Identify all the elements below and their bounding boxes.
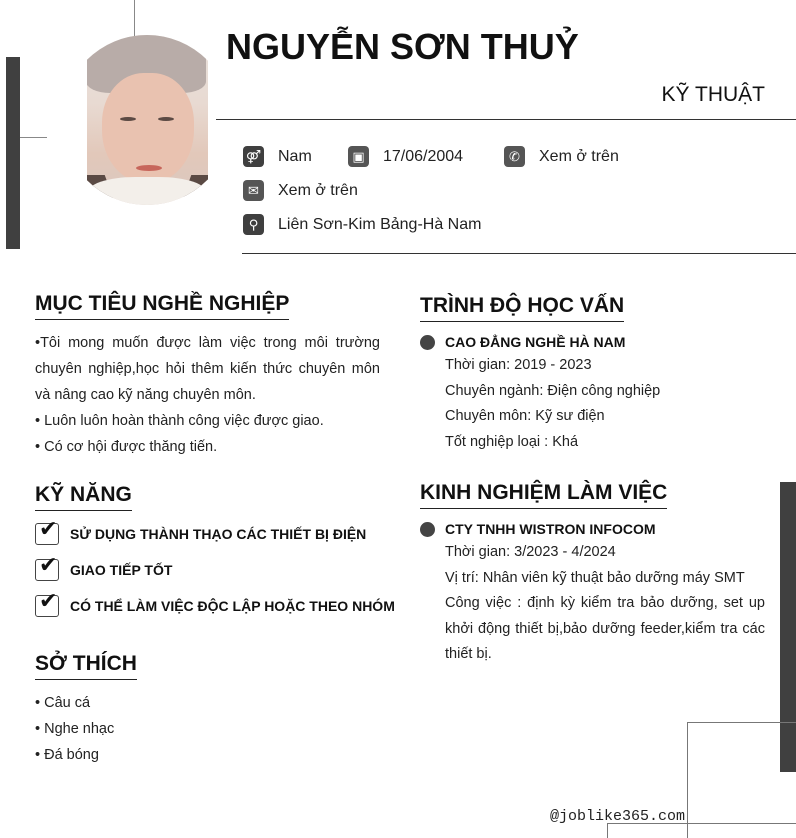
- section-title-objective: MỤC TIÊU NGHỀ NGHIỆP: [35, 292, 289, 320]
- decorative-line-top: [134, 0, 135, 36]
- avatar: [62, 35, 232, 205]
- email-icon: ✉: [243, 180, 264, 201]
- objective-item: •Tôi mong muốn được làm việc trong môi trường chuyên nghiệp,học hỏi thêm kiến thức chuyên môn và nâng cao kỹ năng chuyên môn.: [35, 335, 380, 403]
- calendar-icon: ▣: [348, 146, 369, 167]
- hobbies-list: [35, 690, 335, 768]
- decorative-line-left: [20, 137, 47, 138]
- contact-birthday: [348, 146, 463, 167]
- location-icon: ⚲: [243, 214, 264, 235]
- timeline-dot-icon: [420, 335, 435, 350]
- skill-label: GIAO TIẾP TỐT: [70, 562, 173, 578]
- phone-icon: ✆: [504, 146, 525, 167]
- objective-item: • Luôn luôn hoàn thành công việc được giao.: [35, 413, 324, 429]
- section-title-education: TRÌNH ĐỘ HỌC VẤN: [420, 294, 624, 322]
- hobby-item: • Đá bóng: [35, 747, 99, 763]
- education-major: Chuyên ngành: Điện công nghiệp: [445, 382, 661, 399]
- email-value: Xem ở trên: [278, 181, 358, 199]
- experience-duties: Công việc : định kỳ kiểm tra bảo dưỡng, set up khởi động thiết bị,bảo dưỡng feeder,kiểm tra các thiết bị.: [445, 595, 765, 663]
- checkbox-icon: ✔: [35, 523, 59, 545]
- decorative-frame-bottom: [607, 823, 796, 838]
- education-specialty: Chuyên môn: Kỹ sư điện: [445, 408, 605, 425]
- contact-address: [243, 214, 481, 235]
- contact-phone: [504, 146, 619, 167]
- education-grade: Tốt nghiệp loại : Khá: [445, 433, 579, 450]
- job-position: KỸ THUẬT: [661, 83, 765, 106]
- company-name: CTY TNHH WISTRON INFOCOM: [445, 521, 656, 537]
- contact-gender: [243, 146, 312, 167]
- section-title-skills: KỸ NĂNG: [35, 483, 132, 511]
- gender-value: Nam: [278, 147, 312, 165]
- skill-item: [35, 552, 173, 581]
- address-value: Liên Sơn-Kim Bảng-Hà Nam: [278, 215, 482, 233]
- header-divider: [216, 119, 796, 120]
- section-title-hobbies: SỞ THÍCH: [35, 652, 137, 680]
- decorative-bar-left: [6, 57, 20, 249]
- hobby-item: • Câu cá: [35, 695, 91, 711]
- experience-entry: [445, 518, 765, 668]
- experience-time: Thời gian: 3/2023 - 4/2024: [445, 544, 616, 560]
- experience-role: Vị trí: Nhân viên kỹ thuật bảo dưỡng máy SMT: [445, 569, 745, 586]
- decorative-frame-bottom-right: [687, 722, 796, 838]
- checkbox-icon: ✔: [35, 595, 59, 617]
- checkbox-icon: ✔: [35, 559, 59, 581]
- section-title-experience: KINH NGHIỆM LÀM VIỆC: [420, 481, 667, 509]
- timeline-dot-icon: [420, 522, 435, 537]
- contact-divider: [242, 253, 796, 254]
- education-time: Thời gian: 2019 - 2023: [445, 357, 592, 373]
- skill-label: CÓ THỂ LÀM VIỆC ĐỘC LẬP HOẶC THEO NHÓM: [70, 598, 395, 614]
- education-entry: [445, 331, 765, 455]
- skill-item: [35, 588, 395, 617]
- objective-item: • Có cơ hội được thăng tiến.: [35, 439, 218, 455]
- contact-email: [243, 180, 358, 201]
- watermark: @joblike365.com: [550, 808, 686, 825]
- objective-text: [35, 330, 380, 460]
- phone-value: Xem ở trên: [539, 147, 619, 165]
- hobby-item: • Nghe nhạc: [35, 721, 115, 737]
- school-name: CAO ĐẲNG NGHỀ HÀ NAM: [445, 334, 626, 350]
- skill-label: SỬ DỤNG THÀNH THẠO CÁC THIẾT BỊ ĐIỆN: [70, 526, 367, 542]
- gender-icon: ⚤: [243, 146, 264, 167]
- birthday-value: 17/06/2004: [383, 147, 464, 165]
- skill-item: [35, 516, 367, 545]
- candidate-name: NGUYỄN SƠN THUỶ: [226, 26, 579, 67]
